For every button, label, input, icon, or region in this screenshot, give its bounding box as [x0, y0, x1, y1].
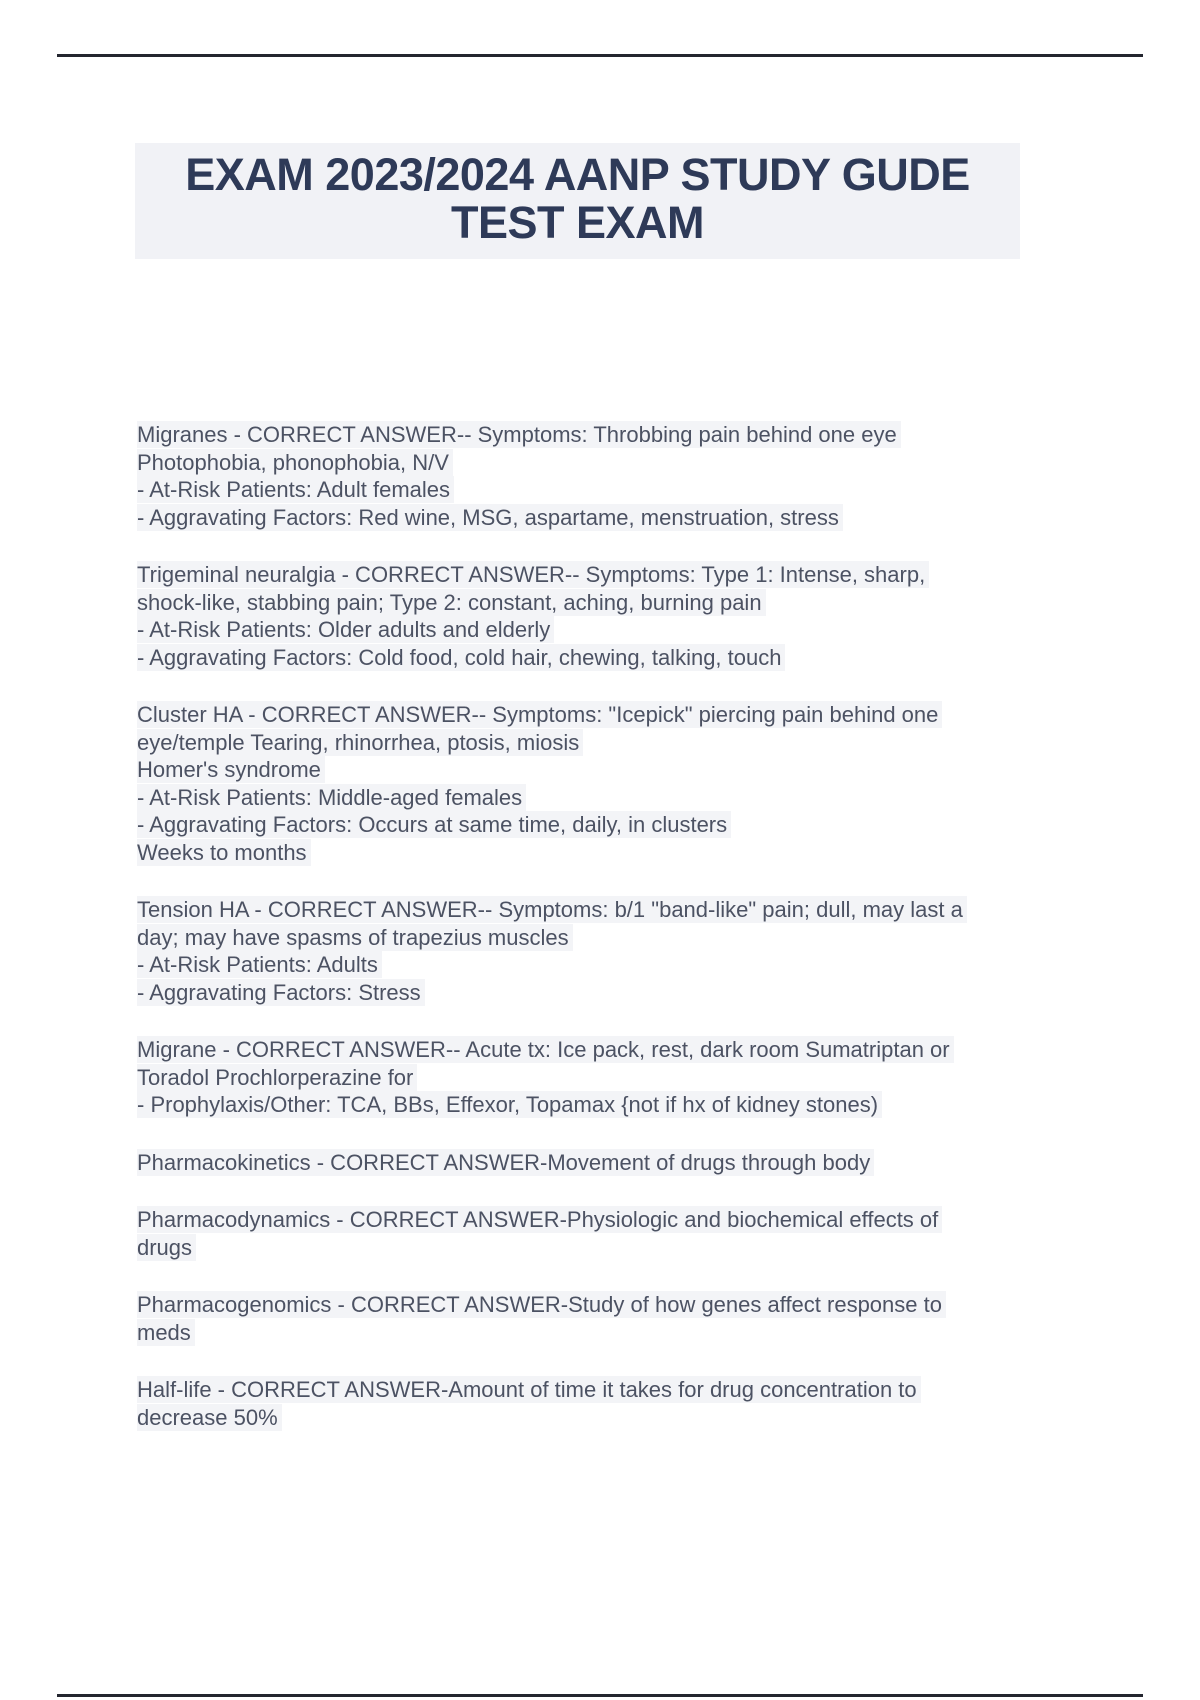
qa-line — [137, 1376, 1117, 1404]
qa-line-text: Weeks to months — [137, 839, 311, 866]
qa-item — [137, 561, 1117, 671]
qa-item — [137, 1149, 1117, 1177]
qa-line-text: meds — [137, 1319, 195, 1346]
qa-line — [137, 449, 1117, 477]
qa-line-text: - Aggravating Factors: Cold food, cold hair, chewing, talking, touch — [137, 644, 785, 671]
qa-line-text: - At-Risk Patients: Middle-aged females — [137, 784, 526, 811]
qa-line — [137, 1149, 1117, 1177]
qa-line-text: - At-Risk Patients: Adult females — [137, 476, 454, 503]
qa-line — [137, 644, 1117, 672]
qa-line — [137, 896, 1117, 924]
qa-item — [137, 1036, 1117, 1119]
qa-line-text: Migrane - CORRECT ANSWER-- Acute tx: Ice pack, rest, dark room Sumatriptan or — [137, 1036, 954, 1063]
qa-line-text: day; may have spasms of trapezius muscles — [137, 924, 573, 951]
bottom-divider — [57, 1694, 1143, 1697]
qa-line — [137, 1234, 1117, 1262]
qa-line-text: eye/temple Tearing, rhinorrhea, ptosis, miosis — [137, 729, 583, 756]
page-title-line-1: EXAM 2023/2024 AANP STUDY GUDE — [185, 149, 970, 200]
qa-line — [137, 1091, 1117, 1119]
qa-item — [137, 421, 1117, 531]
qa-line-text: Toradol Prochlorperazine for — [137, 1064, 417, 1091]
qa-line-text: shock-like, stabbing pain; Type 2: constant, aching, burning pain — [137, 589, 766, 616]
qa-line-text: Homer's syndrome — [137, 756, 325, 783]
qa-item — [137, 1376, 1117, 1431]
qa-line — [137, 1319, 1117, 1347]
qa-line-text: Half-life - CORRECT ANSWER-Amount of time it takes for drug concentration to — [137, 1376, 921, 1403]
qa-line-text: - At-Risk Patients: Adults — [137, 951, 382, 978]
qa-item — [137, 701, 1117, 866]
qa-content — [137, 421, 1117, 1461]
qa-item — [137, 1206, 1117, 1261]
qa-line-text: - Aggravating Factors: Occurs at same time, daily, in clusters — [137, 811, 731, 838]
qa-line — [137, 924, 1117, 952]
qa-item — [137, 1291, 1117, 1346]
qa-line — [137, 1404, 1117, 1432]
qa-line — [137, 729, 1117, 757]
qa-line — [137, 421, 1117, 449]
qa-line — [137, 839, 1117, 867]
qa-line-text: decrease 50% — [137, 1404, 282, 1431]
qa-line-text: Pharmacokinetics - CORRECT ANSWER-Movement of drugs through body — [137, 1149, 874, 1176]
qa-line-text: - Aggravating Factors: Red wine, MSG, aspartame, menstruation, stress — [137, 504, 843, 531]
qa-line-text: Pharmacogenomics - CORRECT ANSWER-Study of how genes affect response to — [137, 1291, 946, 1318]
qa-line-text: Trigeminal neuralgia - CORRECT ANSWER-- Symptoms: Type 1: Intense, sharp, — [137, 561, 929, 588]
qa-line — [137, 504, 1117, 532]
qa-line — [137, 701, 1117, 729]
qa-line-text: drugs — [137, 1234, 196, 1261]
qa-line-text: Tension HA - CORRECT ANSWER-- Symptoms: b/1 "band-like" pain; dull, may last a — [137, 896, 967, 923]
qa-line — [137, 811, 1117, 839]
page-title-line-2: TEST EXAM — [450, 197, 705, 248]
qa-line — [137, 589, 1117, 617]
qa-line-text: - Aggravating Factors: Stress — [137, 979, 425, 1006]
qa-line — [137, 1206, 1117, 1234]
qa-line-text: Migranes - CORRECT ANSWER-- Symptoms: Throbbing pain behind one eye — [137, 421, 901, 448]
qa-line — [137, 1064, 1117, 1092]
qa-line-text: Cluster HA - CORRECT ANSWER-- Symptoms: "Icepick" piercing pain behind one — [137, 701, 942, 728]
qa-line-text: - At-Risk Patients: Older adults and elderly — [137, 616, 554, 643]
qa-line-text: Photophobia, phonophobia, N/V — [137, 449, 453, 476]
qa-line-text: Pharmacodynamics - CORRECT ANSWER-Physiologic and biochemical effects of — [137, 1206, 942, 1233]
qa-line — [137, 1291, 1117, 1319]
qa-line-text: - Prophylaxis/Other: TCA, BBs, Effexor, Topamax {not if hx of kidney stones) — [137, 1091, 882, 1118]
qa-line — [137, 1036, 1117, 1064]
qa-line — [137, 951, 1117, 979]
title-banner — [135, 143, 1020, 259]
top-divider — [57, 54, 1143, 57]
qa-line — [137, 561, 1117, 589]
qa-line — [137, 476, 1117, 504]
qa-line — [137, 756, 1117, 784]
qa-item — [137, 896, 1117, 1006]
qa-line — [137, 616, 1117, 644]
qa-line — [137, 784, 1117, 812]
qa-line — [137, 979, 1117, 1007]
